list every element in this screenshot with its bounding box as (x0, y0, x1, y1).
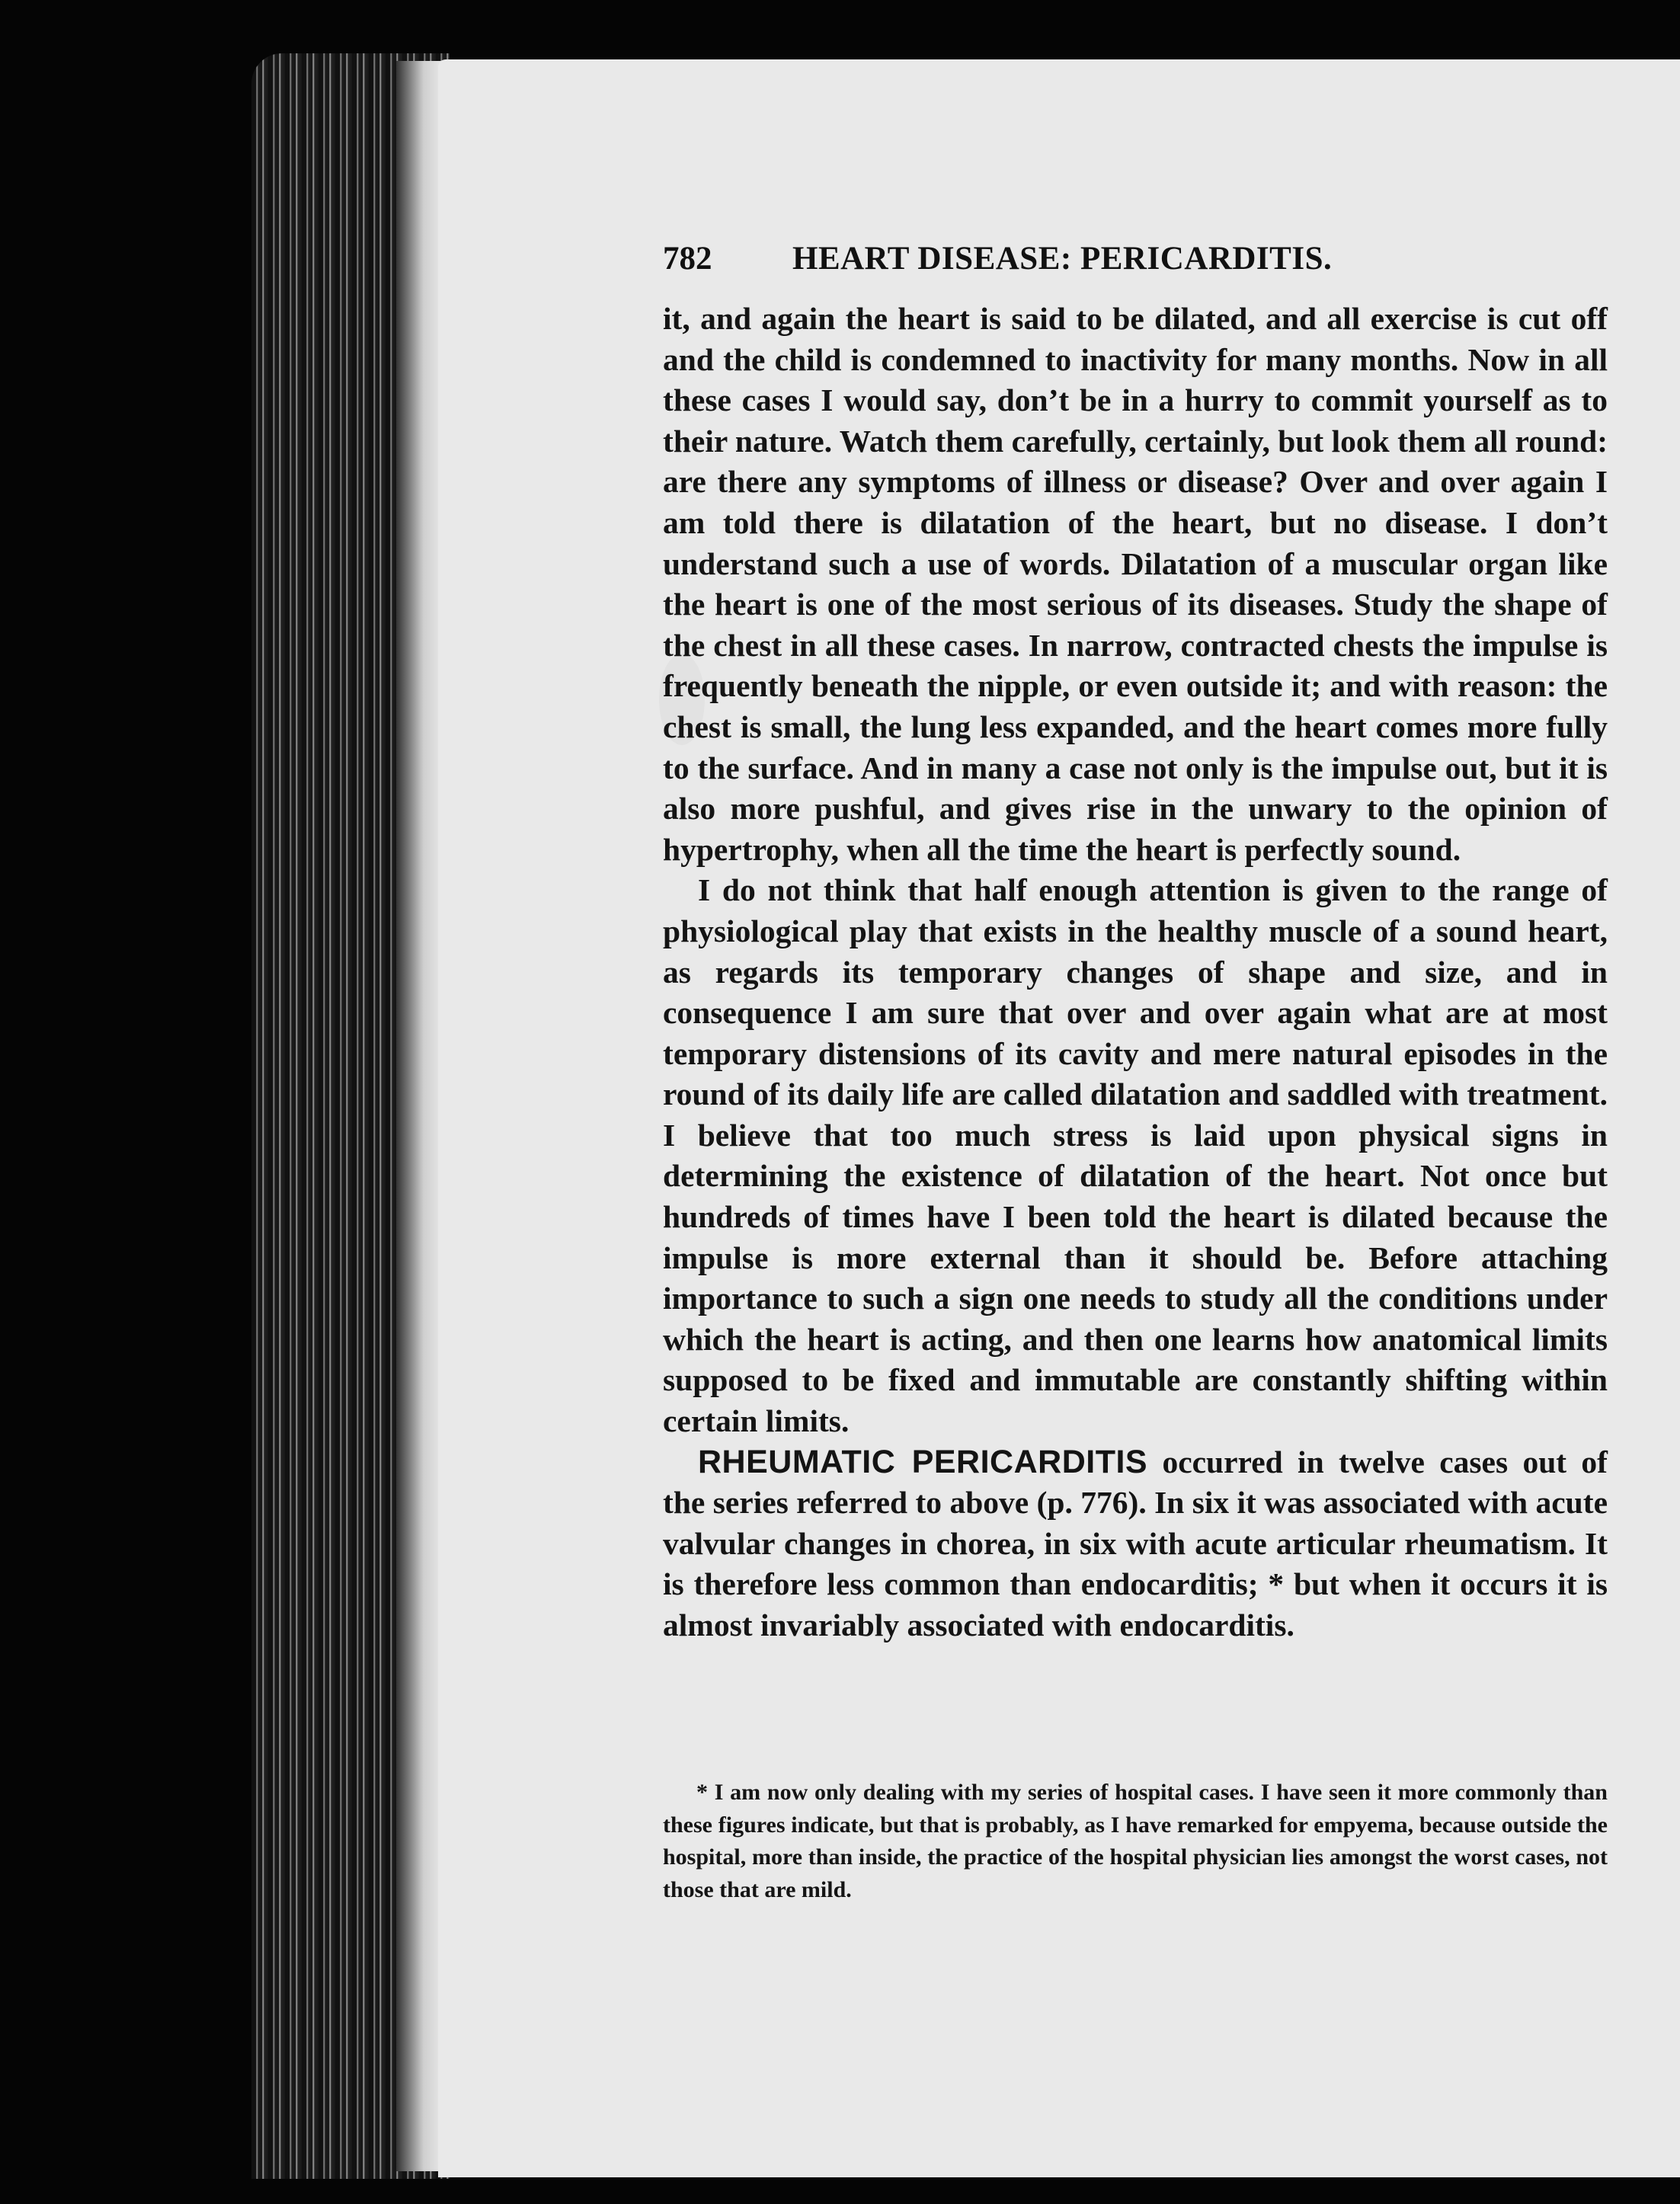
paragraph-rheumatic-pericarditis (663, 1442, 1608, 1646)
footnote-text: * I am now only dealing with my series of hospital cases. I have seen it more commonly than these figures indicate, but that is probably, as I have remarked for empyema, because outside the hospital, more than inside, the practice of the hospital physician lies amongst the worst cases, not those that are mild. (663, 1780, 1608, 1902)
running-head: HEART DISEASE: PERICARDITIS. (792, 241, 1333, 277)
section-text: occurred in twelve cases out of the series referred to above (p. 776). In six it was associated with acute valvular changes in chorea, in six with acute articular rheumatism. It is therefore less common than endocarditis; * but when it occurs it is almost invariably associated with endocarditis. (663, 1444, 1608, 1643)
body-text (663, 299, 1608, 1646)
paragraph-physiological-play: I do not think that half enough attention is given to the range of physiological play that exists in the healthy muscle of a sound heart, as regards its temporary changes of shape and size, and in consequence I am sure that over and over again what are at most temporary distensions of its cavity and mere natural episodes in the round of its daily life are called dilatation and saddled with treatment. I believe that too much stress is laid upon physical signs in determining the existence of dilatation of the heart. Not once but hundreds of times have I been told the heart is dilated because the impulse is more external than it should be. Before attaching importance to such a sign one needs to study all the conditions under which the heart is acting, and then one learns how anatomical limits supposed to be fixed and immutable are constantly shifting within certain limits. (663, 872, 1608, 1439)
section-heading: RHEUMATIC PERICARDITIS (698, 1443, 1148, 1480)
paragraph-continued: it, and again the heart is said to be dilated, and all exercise is cut off and the child is condemned to inactivity for many months. Now in all these cases I would say, don’t be in a hurry to commit yourself as to their nature. Watch them carefully, certainly, but look them all round: are there any symptoms of illness or disease? Over and over again I am told there is dilatation of the heart, but no disease. I don’t understand such a use of words. Dilatation of a muscular organ like the heart is one of the most serious of its diseases. Study the shape of the chest in all these cases. In narrow, contracted chests the impulse is frequently beneath the nipple, or even outside it; and with reason: the chest is small, the lung less expanded, and the heart comes more fully to the surface. And in many a case not only is the impulse out, but it is also more pushful, and gives rise in the unwary to the opinion of hypertrophy, when all the time the heart is perfectly sound. (663, 301, 1608, 867)
footnote (663, 1777, 1608, 1906)
page-header (663, 240, 1608, 277)
page-edge (396, 61, 442, 2171)
page-number: 782 (663, 241, 712, 277)
